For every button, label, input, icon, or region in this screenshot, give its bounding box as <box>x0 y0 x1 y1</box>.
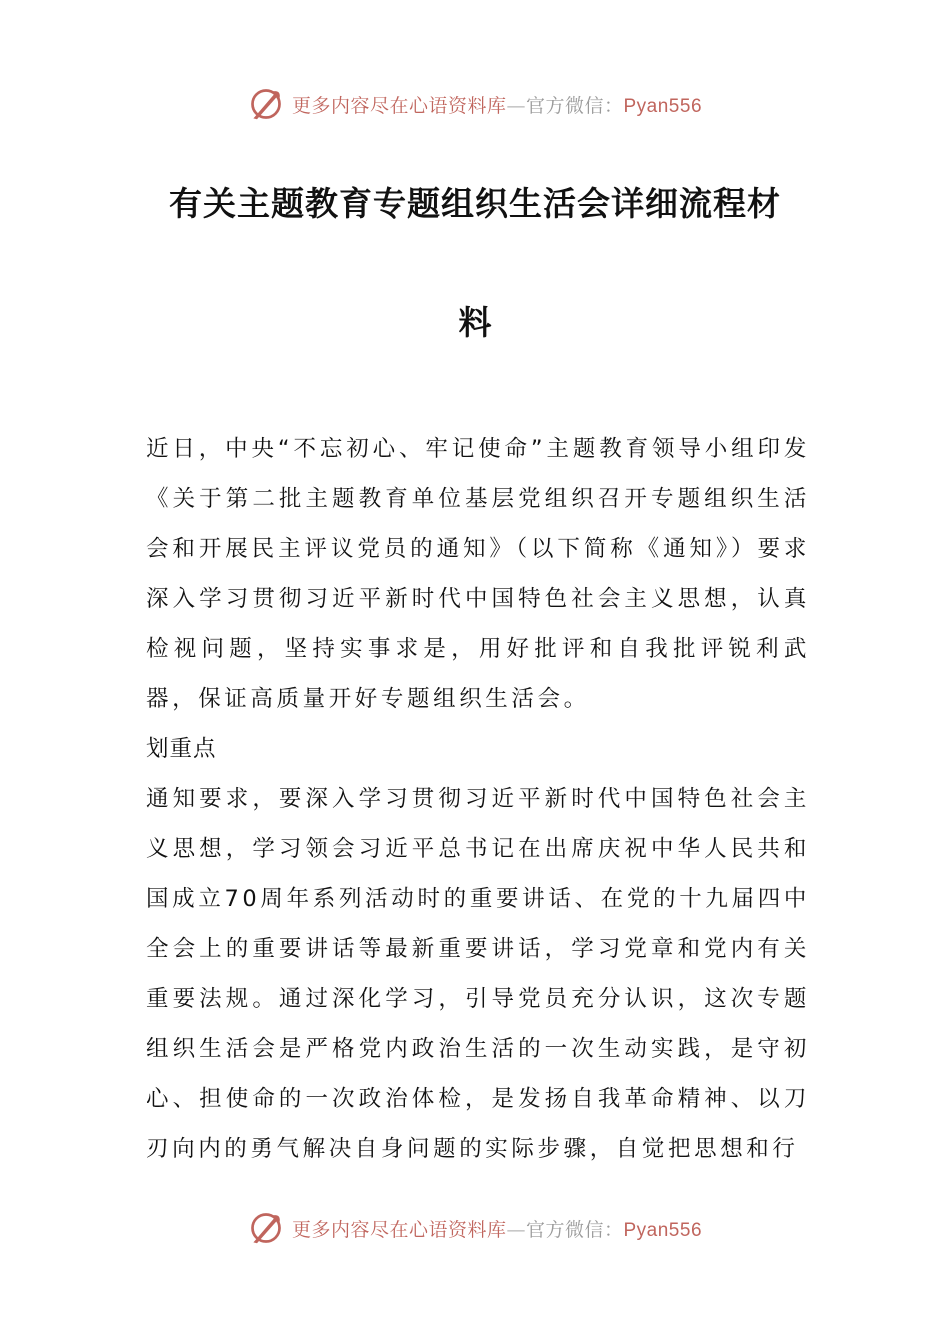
watermark-main: 更多内容尽在心语资料库 <box>291 1218 507 1241</box>
watermark-wechat-label: 官方微信： <box>525 94 624 117</box>
section-heading: 划重点 <box>146 736 217 762</box>
document-title-line-1: 有关主题教育专题组织生活会详细流程材 <box>169 184 781 223</box>
watermark-text <box>292 1215 702 1242</box>
watermark-wechat-label: 官方微信： <box>525 1218 624 1241</box>
quill-pen-logo-icon <box>248 1210 284 1246</box>
watermark-separator: — <box>506 1218 526 1241</box>
watermark-text <box>292 91 702 118</box>
watermark-main: 更多内容尽在心语资料库 <box>291 94 507 117</box>
watermark-wechat-id: Pyan556 <box>623 95 703 117</box>
header-watermark <box>0 84 950 124</box>
watermark-separator: — <box>506 94 526 117</box>
footer-watermark <box>0 1208 950 1248</box>
body-paragraph-1: 近日，中央“不忘初心、牢记使命”主题教育领导小组印发《关于第二批主题教育单位基层党组织召开专题组织生活会和开展民主评议党员的通知》（以下简称《通知》）要求深入学习贯彻习近平新时代中国特色社会主义思想，认真检视问题，坚持实事求是，用好批评和自我批评锐利武器，保证高质量开好专题组织生活会。 <box>146 436 810 712</box>
quill-pen-logo-icon <box>248 86 284 122</box>
body-paragraph-2: 通知要求，要深入学习贯彻习近平新时代中国特色社会主义思想，学习领会习近平总书记在出席庆祝中华人民共和国成立70周年系列活动时的重要讲话、在党的十九届四中全会上的重要讲话等最新重要讲话，学习党章和党内有关重要法规。通过深化学习，引导党员充分认识，这次专题组织生活会是严格党内政治生活的一次生动实践，是守初心、担使命的一次政治体检，是发扬自我革命精神、以刀刃向内的勇气解决自身问题的实际步骤，自觉把思想和行 <box>146 786 810 1162</box>
watermark-wechat-id: Pyan556 <box>623 1219 703 1241</box>
document-title-line-2: 料 <box>458 303 492 342</box>
